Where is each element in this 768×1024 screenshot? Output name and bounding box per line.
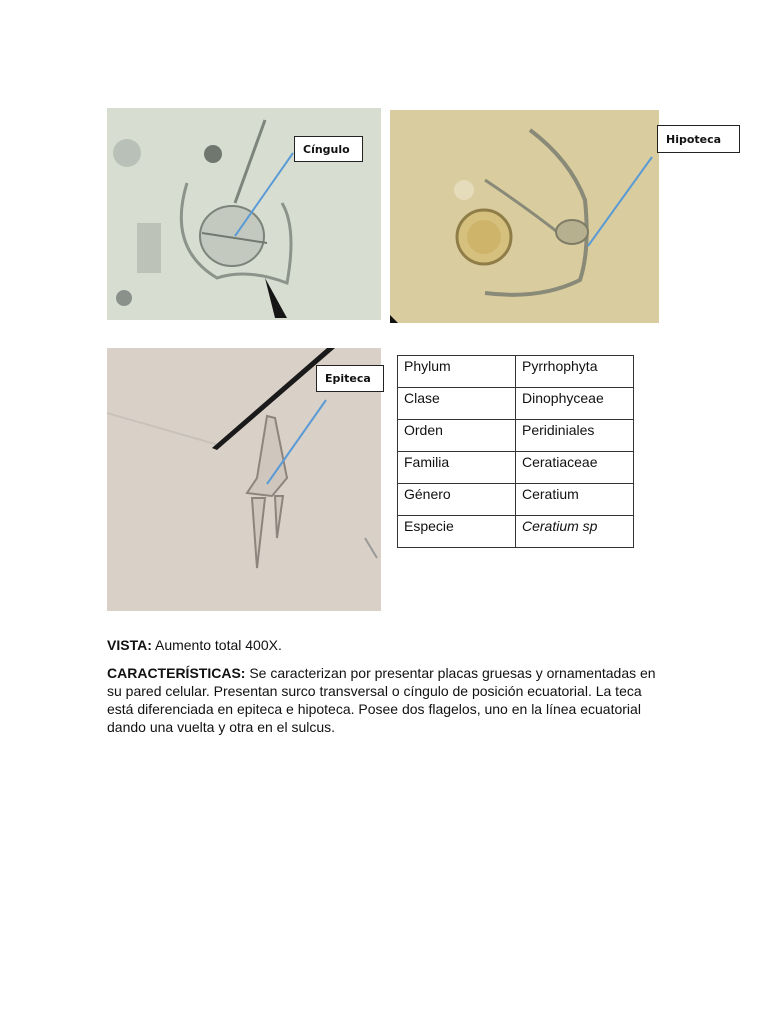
- table-row: [398, 388, 634, 420]
- rank-cell: Género: [398, 484, 516, 516]
- caracteristicas-text: Se caracterizan por presentar placas gruesas y ornamentadas en su pared celular. Presentan surco transversal o cíngulo de posición ecuatorial. La teca está diferenciada en epiteca e hipoteca. Posee dos flagelos, uno en la línea ecuatorial dando una vuelta y otra en el sulcus.: [107, 665, 656, 735]
- value-cell: Ceratiaceae: [516, 452, 634, 484]
- value-cell: Dinophyceae: [516, 388, 634, 420]
- micrograph-hipoteca: [390, 110, 659, 323]
- rank-cell: Especie: [398, 516, 516, 548]
- caracteristicas-label: CARACTERÍSTICAS:: [107, 665, 246, 681]
- callout-epiteca: Epiteca: [316, 365, 384, 392]
- taxonomy-table: [397, 355, 634, 548]
- rank-cell: Phylum: [398, 356, 516, 388]
- vista-text: Aumento total 400X.: [154, 637, 282, 653]
- micrograph-hipoteca-image: [390, 110, 659, 323]
- table-row: [398, 484, 634, 516]
- rank-cell: Orden: [398, 420, 516, 452]
- table-row: [398, 420, 634, 452]
- rank-cell: Familia: [398, 452, 516, 484]
- value-cell: Ceratium: [516, 484, 634, 516]
- vista-label: VISTA:: [107, 637, 152, 653]
- callout-cingulo: Cíngulo: [294, 136, 363, 162]
- callout-hipoteca: Hipoteca: [657, 125, 740, 153]
- vista-paragraph: [107, 636, 667, 654]
- table-row: [398, 356, 634, 388]
- caracteristicas-paragraph: [107, 664, 667, 736]
- value-cell: Pyrrhophyta: [516, 356, 634, 388]
- value-cell: Ceratium sp: [516, 516, 634, 548]
- value-cell: Peridiniales: [516, 420, 634, 452]
- table-row: [398, 516, 634, 548]
- rank-cell: Clase: [398, 388, 516, 420]
- table-row: [398, 452, 634, 484]
